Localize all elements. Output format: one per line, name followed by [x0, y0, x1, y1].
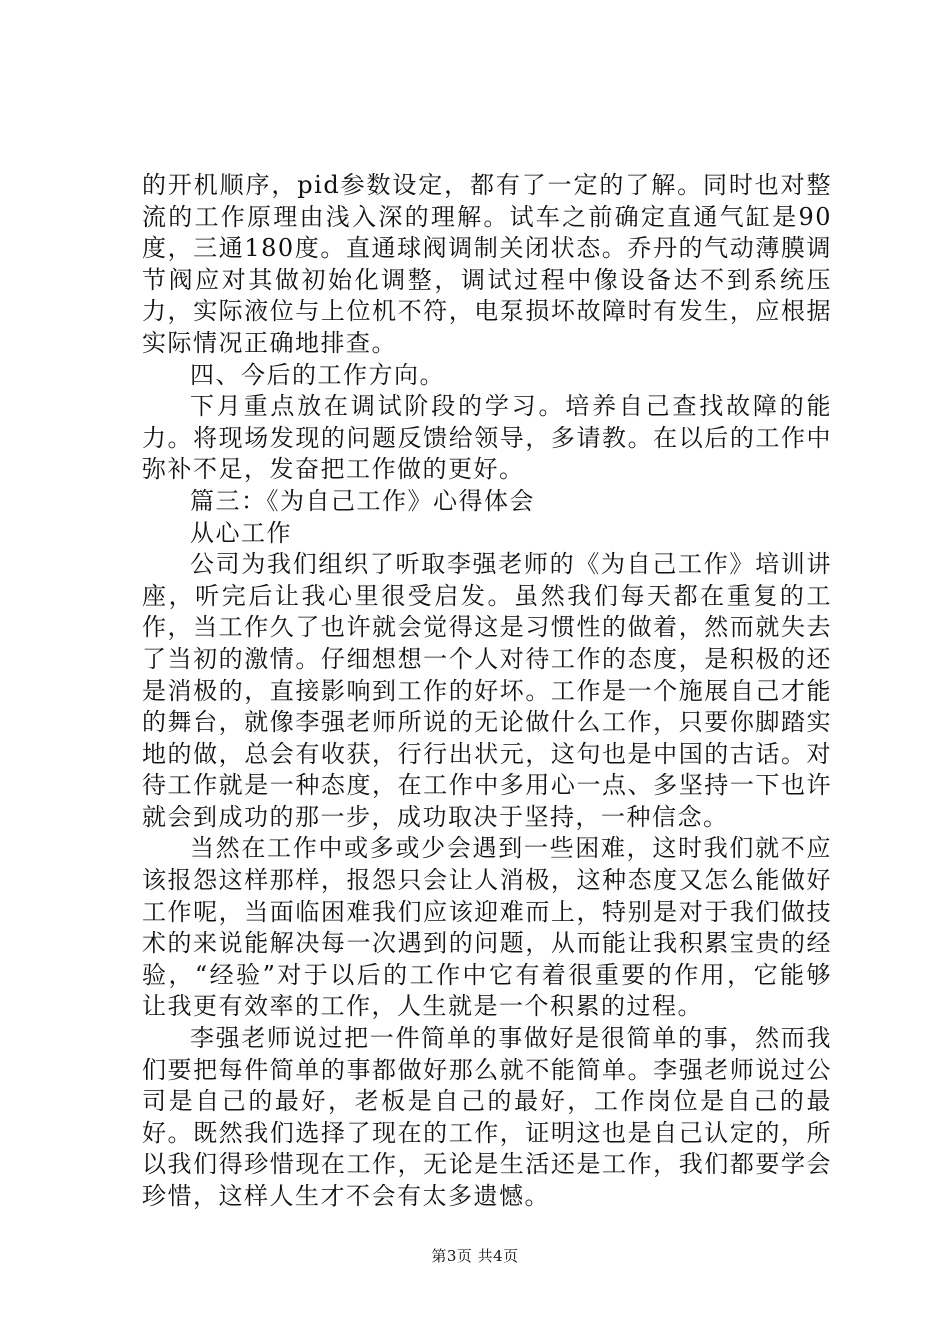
page-footer — [0, 1245, 950, 1266]
paragraph: 当然在工作中或多或少会遇到一些困难，这时我们就不应该报怨这样那样，报怨只会让人消极，这种态度又怎么能做好工作呢，当面临困难我们应该迎难而上，特别是对于我们做技术的来说能解决每一次遇到的问题，从而能让我积累宝贵的经验，“经验”对于以后的工作中它有着很重要的作用，它能够让我更有效率的工作，人生就是一个积累的过程。 — [142, 834, 832, 1021]
page-number: 第3页 共4页 — [431, 1247, 519, 1265]
section-heading: 四、今后的工作方向。 — [190, 360, 445, 389]
paragraph: 李强老师说过把一件简单的事做好是很简单的事，然而我们要把每件简单的事都做好那么就不能简单。李强老师说过公司是自己的最好，老板是自己的最好，工作岗位是自己的最好。既然我们选择了现在的工作，证明这也是自己认定的，所以我们得珍惜现在工作，无论是生活还是工作，我们都要学会珍惜，这样人生才不会有太多遗憾。 — [142, 1024, 832, 1210]
paragraph: 下月重点放在调试阶段的学习。培养自己查找故障的能力。将现场发现的问题反馈给领导，多请教。在以后的工作中弥补不足，发奋把工作做的更好。 — [142, 392, 832, 484]
paragraph: 公司为我们组织了听取李强老师的《为自己工作》培训讲座，听完后让我心里很受启发。虽然我们每天都在重复的工作，当工作久了也许就会觉得这是习惯性的做着，然而就失去了当初的激情。仔细想想一个人对待工作的态度，是积极的还是消极的，直接影响到工作的好坏。工作是一个施展自己才能的舞台，就像李强老师所说的无论做什么工作，只要你脚踏实地的做，总会有收获，行行出状元，这句也是中国的古话。对待工作就是一种态度，在工作中多用心一点、多坚持一下也许就会到成功的那一步，成功取决于坚持，一种信念。 — [142, 550, 832, 831]
paragraph: 的开机顺序，pid参数设定，都有了一定的了解。同时也对整流的工作原理由浅入深的理解。试车之前确定直通气缸是90度，三通180度。直通球阀调制关闭状态。乔丹的气动薄膜调节阀应对其做初始化调整，调试过程中像设备达不到系统压力，实际液位与上位机不符，电泵损坏故障时有发生，应根据实际情况正确地排查。 — [142, 171, 832, 357]
article-subtitle: 从心工作 — [190, 518, 292, 547]
article-title: 篇三：《为自己工作》心得体会 — [190, 486, 535, 515]
document-body — [142, 170, 832, 1213]
